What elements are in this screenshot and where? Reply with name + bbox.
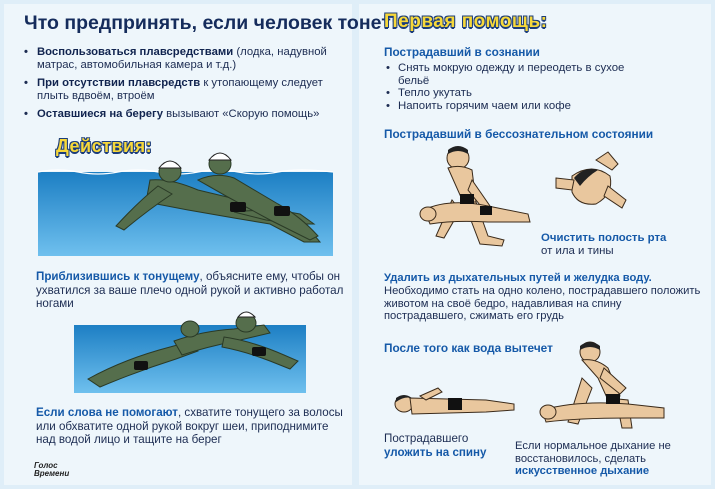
after-water-heading: После того как вода вытечет bbox=[384, 341, 553, 355]
swimmers-illustration-2 bbox=[74, 311, 306, 393]
list-item: • Тепло укутать bbox=[386, 87, 626, 100]
unconscious-heading: Пострадавший в бессознательном состоянии bbox=[384, 127, 654, 141]
swimmers-illustration-1 bbox=[38, 150, 333, 260]
clean-mouth-caption: Очистить полость рта от ила и тины bbox=[541, 232, 667, 257]
lay-on-back-caption: Пострадавшего уложить на спину bbox=[384, 432, 487, 459]
conscious-list bbox=[386, 62, 626, 112]
drain-water-illustration bbox=[418, 140, 538, 250]
actions-heading: Действия: bbox=[56, 136, 153, 156]
step2-text: Если слова не помогают, схватите тонущего за волосы или обхватите одной рукой вокруг шеи, приподнимите над водой лицо и тащите на берег bbox=[36, 406, 343, 447]
list-item: • Напоить горячим чаем или кофе bbox=[386, 100, 626, 113]
clean-mouth-illustration bbox=[552, 146, 634, 226]
bullet-item: • Оставшиеся на берегу вызывают «Скорую помощь» bbox=[24, 108, 354, 121]
conscious-heading: Пострадавший в сознании bbox=[384, 45, 540, 59]
list-item: • Снять мокрую одежду и переодеть в сухое бельё bbox=[386, 62, 626, 87]
remove-water-text: Удалить из дыхательных путей и желудка воду. Необходимо стать на одно колено, пострадавшего положить животом на своё бедро, надавливая на спину пострадавшего, сжимать его грудь bbox=[384, 272, 701, 323]
cpr-illustration bbox=[538, 338, 668, 434]
main-title: Что предпринять, если человек тонет: bbox=[24, 12, 398, 34]
rescue-options-list bbox=[24, 46, 354, 125]
bullet-item: • При отсутствии плавсредств к утопающему следует плыть вдвоём, втроём bbox=[24, 77, 354, 104]
publisher-logo: Голос Времени bbox=[34, 461, 70, 478]
bullet-item: • Воспользоваться плавсредствами (лодка, надувной матрас, автомобильная камера и т.д.) bbox=[24, 46, 354, 73]
first-aid-title: Первая помощь: bbox=[384, 11, 548, 32]
step1-text: Приблизившись к тонущему, объясните ему, чтобы он ухватился за ваше плечо одной рукой и активно работал ногами bbox=[36, 270, 344, 311]
lying-on-back-illustration bbox=[390, 384, 520, 420]
artificial-respiration-caption: Если нормальное дыхание не восстановилось, сделать искусственное дыхание bbox=[515, 440, 671, 478]
